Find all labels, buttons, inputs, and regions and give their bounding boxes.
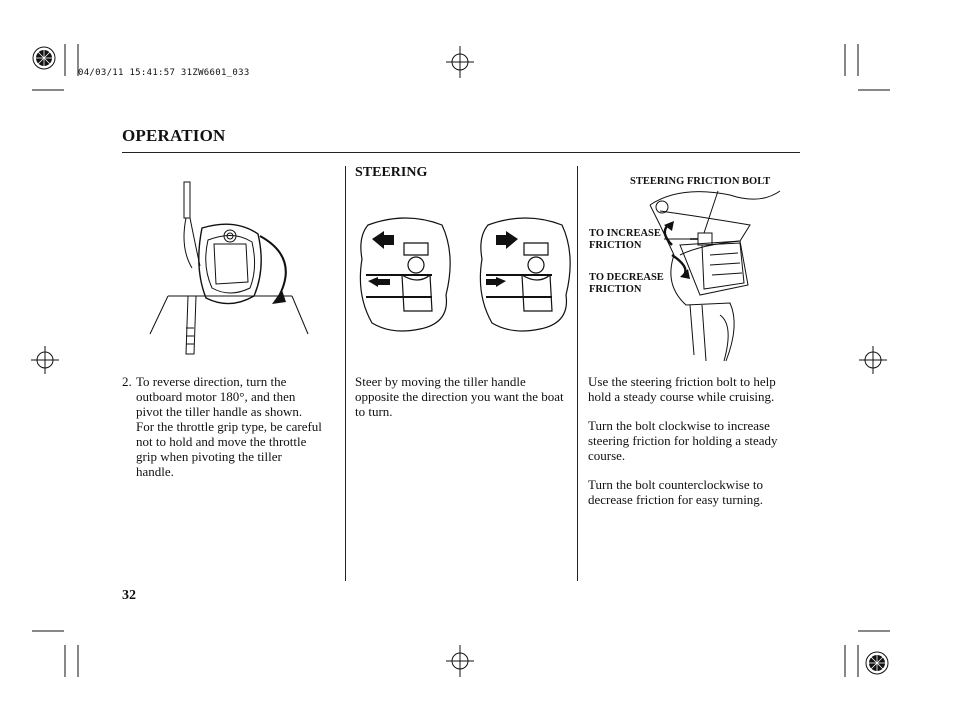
friction-paragraph-1: Use the steering friction bolt to help hold a steady course while cruising.: [588, 374, 776, 404]
steering-instruction: Steer by moving the tiller handle opposite the direction you want the boat to turn.: [355, 374, 564, 419]
steering-heading: STEERING: [355, 165, 428, 180]
label-to-increase-friction: [589, 228, 661, 252]
column-divider-1: [345, 166, 346, 581]
page-title: OPERATION: [122, 126, 226, 145]
list-item-number: 2.: [122, 374, 132, 389]
column-divider-2: [577, 166, 578, 581]
sunburst-mark-bottom-right: [866, 652, 888, 674]
label-line: FRICTION: [589, 284, 642, 295]
friction-paragraph-3: Turn the bolt counterclockwise to decrease friction for easy turning.: [588, 477, 764, 507]
friction-paragraph-2: Turn the bolt clockwise to increase steering friction for holding a steady course.: [588, 418, 778, 463]
steering-illustration-left: [358, 215, 454, 335]
print-stamp: 04/03/11 15:41:57 31ZW6601_033: [78, 68, 250, 78]
label-line: FRICTION: [589, 240, 642, 251]
label-line: TO INCREASE: [589, 228, 661, 239]
label-line: TO DECREASE: [589, 272, 664, 283]
page-number: 32: [122, 588, 136, 603]
header-rule: [122, 152, 800, 153]
label-to-decrease-friction: [589, 272, 664, 296]
sunburst-mark-top-left: [33, 47, 55, 69]
label-steering-friction-bolt: STEERING FRICTION BOLT: [630, 176, 771, 187]
motor-reverse-illustration: [150, 178, 310, 363]
steering-illustration-right: [478, 215, 574, 335]
reverse-direction-instruction: To reverse direction, turn the outboard motor 180°, and then pivot the tiller handle as shown. For the throttle grip type, be careful not to hold and move the throttle grip when pivoting the tiller handle.: [136, 374, 322, 479]
